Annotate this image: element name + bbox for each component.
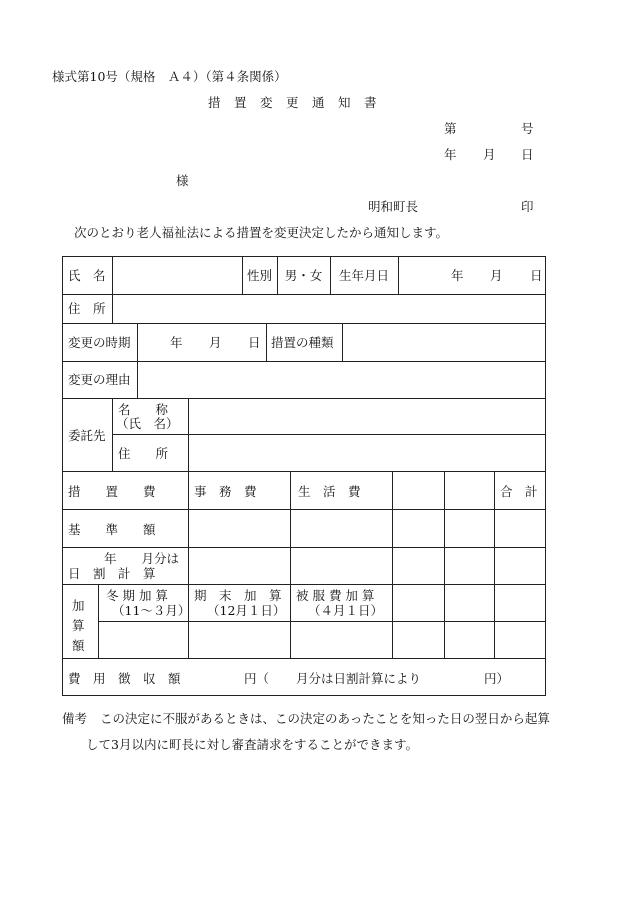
change-reason-label: 変更の理由 bbox=[68, 372, 131, 387]
change-month-label: 月 bbox=[209, 335, 222, 350]
issuer-mayor: 明和町長 bbox=[368, 199, 419, 214]
prorate-label-line1: 年 月分は bbox=[104, 551, 180, 566]
document-title: 措 置 変 更 通 知 書 bbox=[208, 95, 378, 110]
cost-label: 措 置 費 bbox=[68, 484, 156, 499]
period-end-addition-label: 期 末 加 算 bbox=[194, 588, 282, 603]
collection-prorate-text: 月分は日割計算により bbox=[296, 671, 422, 686]
living-cost-label: 生 活 費 bbox=[298, 484, 361, 499]
date-month-label: 月 bbox=[483, 147, 496, 162]
doc-number-suffix: 号 bbox=[521, 121, 534, 136]
winter-addition-label: 冬 期 加 算 bbox=[106, 588, 168, 603]
remarks-line1: この決定に不服があるときは、この決定のあったことを知った日の翌日から起算 bbox=[100, 711, 550, 726]
doc-number-prefix: 第 bbox=[444, 121, 457, 136]
clothing-addition-sub: （４月１日） bbox=[308, 603, 384, 618]
change-year-label: 年 bbox=[170, 335, 183, 350]
collection-amount-label: 費 用 徴 収 額 bbox=[68, 671, 181, 686]
birth-day-label: 日 bbox=[530, 268, 543, 283]
form-number: 様式第10号（規格 Ａ４）（第４条関係） bbox=[52, 69, 287, 84]
entrust-name-sub: （氏 名） bbox=[116, 416, 179, 431]
remarks-label: 備考 bbox=[62, 711, 88, 726]
name-label: 氏 名 bbox=[68, 268, 106, 283]
collection-yen-open: 円（ bbox=[244, 671, 270, 686]
collection-yen-close: 円） bbox=[484, 671, 510, 686]
office-cost-label: 事 務 費 bbox=[194, 484, 257, 499]
birth-year-label: 年 bbox=[451, 268, 464, 283]
measure-type-label: 措置の種類 bbox=[271, 335, 334, 350]
notice-form-table bbox=[62, 256, 546, 696]
address-label: 住 所 bbox=[68, 301, 106, 316]
entrust-address-label: 住 所 bbox=[118, 446, 169, 461]
birth-month-label: 月 bbox=[490, 268, 503, 283]
period-end-addition-sub: （12月１日） bbox=[207, 603, 286, 618]
date-year-label: 年 bbox=[444, 147, 457, 162]
addressee-honorific: 様 bbox=[176, 173, 189, 188]
total-label: 合 計 bbox=[500, 484, 538, 499]
winter-addition-sub: （11～３月） bbox=[112, 603, 191, 618]
entrust-name-label: 名 称 bbox=[118, 402, 169, 417]
entrust-label: 委託先 bbox=[68, 428, 106, 443]
sex-value: 男・女 bbox=[284, 268, 323, 283]
standard-amount-label: 基 準 額 bbox=[68, 522, 156, 537]
seal-mark: 印 bbox=[521, 199, 534, 214]
remarks-line2: して3月以内に町長に対し審査請求をすることができます。 bbox=[86, 737, 418, 752]
clothing-addition-label: 被 服 費 加 算 bbox=[296, 588, 375, 603]
birth-date-label: 生年月日 bbox=[338, 268, 389, 283]
change-day-label: 日 bbox=[248, 335, 261, 350]
change-time-label: 変更の時期 bbox=[68, 335, 131, 350]
intro-text: 次のとおり老人福祉法による措置を変更決定したから通知します。 bbox=[74, 225, 449, 240]
date-day-label: 日 bbox=[521, 147, 534, 162]
sex-label: 性別 bbox=[246, 268, 272, 283]
addition-amount-label: 加算額 bbox=[72, 598, 85, 653]
prorate-label-line2: 日 割 計 算 bbox=[68, 566, 156, 581]
